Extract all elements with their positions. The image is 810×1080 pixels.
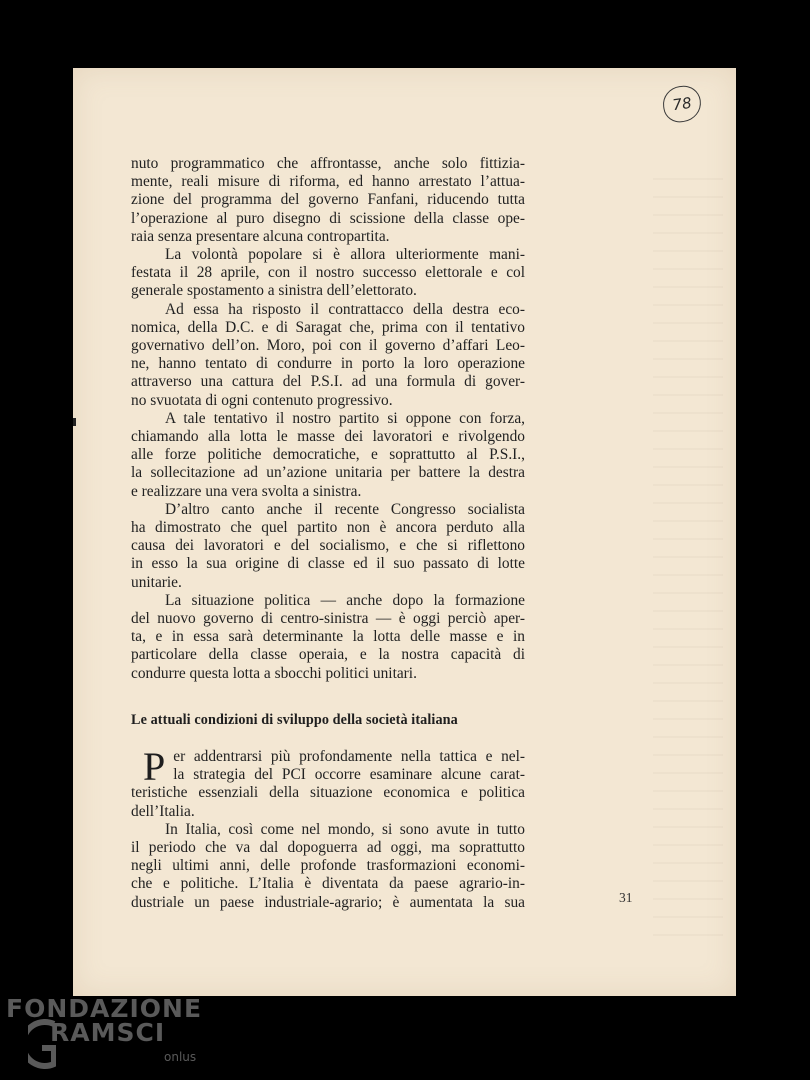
text-line: ta, e in essa sarà determinante la lotta delle masse e in: [131, 628, 525, 646]
text-line: zione del programma del governo Fanfani, riducendo tutta: [131, 191, 525, 209]
handwritten-page-annotation: 78: [661, 84, 704, 125]
text-line: dustriale un paese industriale-agrario; è aumentata la sua: [131, 893, 525, 911]
text-line: alle forze politiche democratiche, e soprattutto al P.S.I.,: [131, 446, 525, 464]
text-line: che e politiche. L’Italia è diventata da paese agrario-in-: [131, 875, 525, 893]
text-line: La volontà popolare si è allora ulteriormente mani-: [165, 246, 525, 264]
text-line: D’altro canto anche il recente Congresso socialista: [165, 500, 525, 518]
text-line: in esso la sua origine di classe ed il suo passato di lotte: [131, 555, 525, 573]
text-line: dell’Italia.: [131, 802, 195, 820]
text-line: negli ultimi anni, delle profonde trasformazioni economi-: [131, 857, 525, 875]
document-page: [73, 68, 736, 996]
text-line: La situazione politica — anche dopo la formazione: [165, 591, 525, 609]
text-line: governativo dell’on. Moro, poi con il governo d’affari Leo-: [131, 337, 525, 355]
text-line: unitarie.: [131, 573, 182, 591]
show-through-text: [653, 178, 723, 938]
text-line: chiamando alla lotta le masse dei lavoratori e rivolgendo: [131, 428, 525, 446]
logo-text-line1: FONDAZIONE: [6, 994, 203, 1023]
margin-mark: [73, 418, 76, 426]
text-line: Ad essa ha risposto il contrattacco della destra eco-: [165, 300, 525, 318]
drop-cap: P: [143, 744, 166, 789]
logo-subtitle: onlus: [164, 1050, 197, 1064]
text-line: mente, reali misure di riforma, ed hanno arrestato l’attua-: [131, 173, 525, 191]
text-line: l’operazione al puro disegno di scissione della classe ope-: [131, 209, 525, 227]
text-line: In Italia, così come nel mondo, si sono avute in tutto: [165, 820, 525, 838]
text-line: ne, hanno tentato di condurre in porto la loro operazione: [131, 355, 525, 373]
text-line: A tale tentativo il nostro partito si oppone con forza,: [165, 409, 525, 427]
text-line: er addentrarsi più profondamente nella tattica e nel-: [173, 748, 525, 765]
text-line: generale spostamento a sinistra dell’elettorato.: [131, 282, 417, 300]
section-heading: Le attuali condizioni di sviluppo della società italiana: [131, 712, 458, 728]
logo-text-line2: RAMSCI: [50, 1018, 166, 1047]
text-line: la sollecitazione ad un’azione unitaria per battere la destra: [131, 464, 525, 482]
body-paragraphs: [131, 155, 525, 683]
text-line: ha dimostrato che quel partito non è ancora perduto alla: [131, 519, 525, 537]
text-line: raia senza presentare alcuna contropartita.: [131, 227, 390, 245]
page-number: 31: [619, 890, 633, 905]
text-line: teristiche essenziali della situazione economica e politica: [131, 784, 525, 802]
text-line: particolare della classe operaia, e la nostra capacità di: [131, 646, 525, 664]
text-line: e realizzare una vera svolta a sinistra.: [131, 482, 362, 500]
text-line: il periodo che va dal dopoguerra ad oggi, ma soprattutto: [131, 839, 525, 857]
text-line: causa dei lavoratori e del socialismo, e che si riflettono: [131, 537, 525, 555]
text-line: attraverso una cattura del P.S.I. ad una formula di gover-: [131, 373, 525, 391]
fondazione-gramsci-logo: [6, 994, 206, 1074]
text-line: la strategia del PCI occorre esaminare alcune carat-: [173, 766, 525, 784]
text-line: condurre questa lotta a sbocchi politici unitari.: [131, 664, 417, 682]
text-line: nuto programmatico che affrontasse, anche solo fittizia-: [131, 155, 525, 172]
text-line: festata il 28 aprile, con il nostro successo elettorale e col: [131, 264, 525, 282]
section-body: [131, 744, 525, 912]
text-line: del nuovo governo di centro-sinistra — è oggi perciò aper-: [131, 610, 525, 628]
text-line: nomica, della D.C. e di Saragat che, prima con il tentativo: [131, 318, 525, 336]
text-line: no svuotata di ogni contenuto progressivo.: [131, 391, 393, 409]
